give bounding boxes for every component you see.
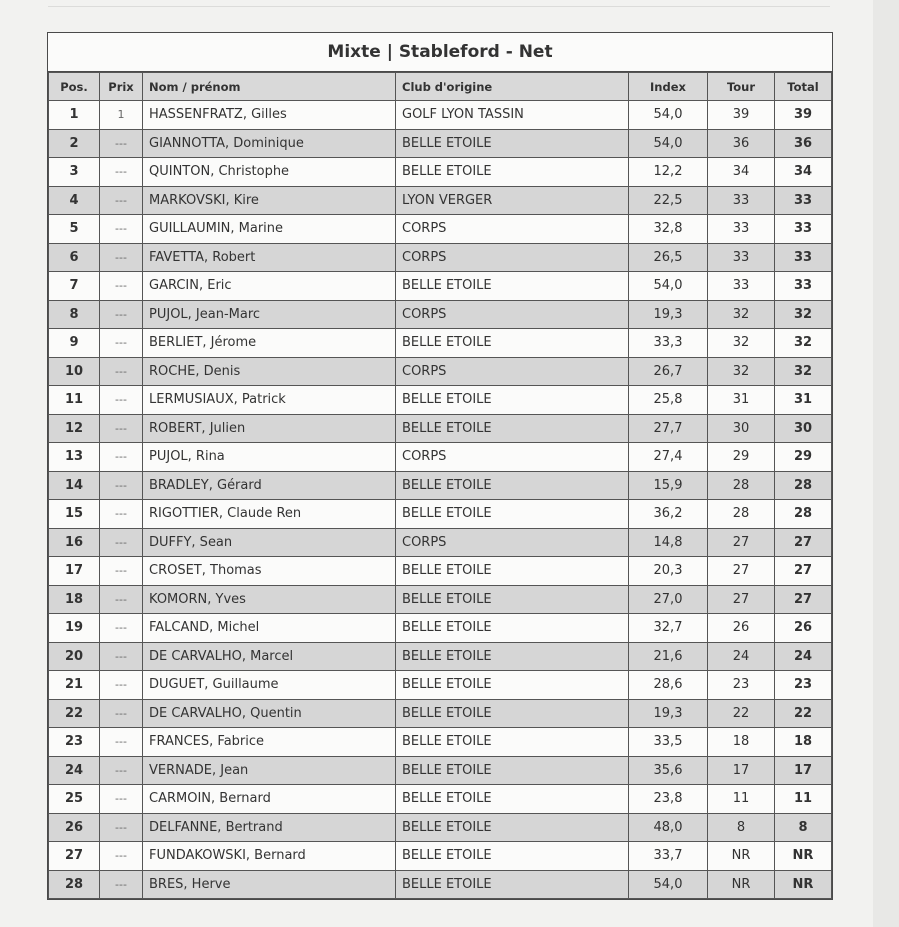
- cell-prix: ---: [100, 186, 143, 215]
- cell-pos: 1: [49, 101, 100, 130]
- cell-name: PUJOL, Jean-Marc: [143, 300, 396, 329]
- table-row: [49, 215, 832, 244]
- cell-total: 33: [775, 215, 832, 244]
- cell-total: 32: [775, 300, 832, 329]
- cell-total: 31: [775, 386, 832, 415]
- table-header-row: [49, 73, 832, 101]
- cell-club: CORPS: [396, 243, 629, 272]
- cell-club: BELLE ETOILE: [396, 813, 629, 842]
- cell-club: BELLE ETOILE: [396, 557, 629, 586]
- cell-tour: 32: [708, 357, 775, 386]
- table-row: [49, 870, 832, 899]
- cell-club: BELLE ETOILE: [396, 642, 629, 671]
- cell-total: 32: [775, 357, 832, 386]
- cell-name: FAVETTA, Robert: [143, 243, 396, 272]
- table-row: [49, 557, 832, 586]
- cell-pos: 14: [49, 471, 100, 500]
- cell-tour: 23: [708, 671, 775, 700]
- cell-prix: ---: [100, 386, 143, 415]
- cell-club: LYON VERGER: [396, 186, 629, 215]
- cell-tour: NR: [708, 870, 775, 899]
- cell-pos: 7: [49, 272, 100, 301]
- cell-club: CORPS: [396, 528, 629, 557]
- cell-prix: ---: [100, 414, 143, 443]
- cell-pos: 9: [49, 329, 100, 358]
- table-row: [49, 728, 832, 757]
- cell-prix: ---: [100, 585, 143, 614]
- table-row: [49, 329, 832, 358]
- column-header-tour: Tour: [708, 73, 775, 101]
- cell-pos: 19: [49, 614, 100, 643]
- cell-name: DELFANNE, Bertrand: [143, 813, 396, 842]
- cell-total: 39: [775, 101, 832, 130]
- cell-tour: 33: [708, 272, 775, 301]
- cell-tour: NR: [708, 842, 775, 871]
- column-header-pos: Pos.: [49, 73, 100, 101]
- cell-club: BELLE ETOILE: [396, 728, 629, 757]
- cell-prix: ---: [100, 642, 143, 671]
- cell-tour: 33: [708, 186, 775, 215]
- column-header-index: Index: [629, 73, 708, 101]
- cell-prix: 1: [100, 101, 143, 130]
- cell-tour: 30: [708, 414, 775, 443]
- cell-total: 33: [775, 186, 832, 215]
- cell-pos: 2: [49, 129, 100, 158]
- cell-tour: 29: [708, 443, 775, 472]
- cell-tour: 33: [708, 215, 775, 244]
- cell-index: 35,6: [629, 756, 708, 785]
- cell-index: 20,3: [629, 557, 708, 586]
- column-header-club: Club d'origine: [396, 73, 629, 101]
- cell-name: MARKOVSKI, Kire: [143, 186, 396, 215]
- cell-club: BELLE ETOILE: [396, 414, 629, 443]
- cell-pos: 22: [49, 699, 100, 728]
- cell-name: FRANCES, Fabrice: [143, 728, 396, 757]
- cell-index: 32,8: [629, 215, 708, 244]
- cell-name: ROCHE, Denis: [143, 357, 396, 386]
- cell-index: 14,8: [629, 528, 708, 557]
- cell-pos: 5: [49, 215, 100, 244]
- table-row: [49, 785, 832, 814]
- cell-total: 36: [775, 129, 832, 158]
- cell-club: BELLE ETOILE: [396, 129, 629, 158]
- cell-tour: 27: [708, 557, 775, 586]
- cell-index: 33,5: [629, 728, 708, 757]
- cell-index: 54,0: [629, 272, 708, 301]
- cell-total: 8: [775, 813, 832, 842]
- cell-index: 12,2: [629, 158, 708, 187]
- cell-pos: 10: [49, 357, 100, 386]
- cell-index: 23,8: [629, 785, 708, 814]
- table-row: [49, 500, 832, 529]
- cell-club: BELLE ETOILE: [396, 272, 629, 301]
- table-row: [49, 614, 832, 643]
- cell-total: 34: [775, 158, 832, 187]
- cell-prix: ---: [100, 842, 143, 871]
- cell-tour: 26: [708, 614, 775, 643]
- table-row: [49, 158, 832, 187]
- cell-prix: ---: [100, 357, 143, 386]
- cell-total: 27: [775, 557, 832, 586]
- cell-total: 33: [775, 243, 832, 272]
- cell-total: 22: [775, 699, 832, 728]
- cell-club: BELLE ETOILE: [396, 785, 629, 814]
- cell-prix: ---: [100, 329, 143, 358]
- cell-name: LERMUSIAUX, Patrick: [143, 386, 396, 415]
- cell-club: CORPS: [396, 357, 629, 386]
- cell-club: BELLE ETOILE: [396, 870, 629, 899]
- cell-tour: 22: [708, 699, 775, 728]
- table-row: [49, 272, 832, 301]
- cell-pos: 16: [49, 528, 100, 557]
- cell-prix: ---: [100, 614, 143, 643]
- cell-pos: 27: [49, 842, 100, 871]
- cell-prix: ---: [100, 785, 143, 814]
- cell-pos: 25: [49, 785, 100, 814]
- cell-prix: ---: [100, 728, 143, 757]
- cell-index: 54,0: [629, 870, 708, 899]
- cell-total: 26: [775, 614, 832, 643]
- cell-name: GUILLAUMIN, Marine: [143, 215, 396, 244]
- table-row: [49, 300, 832, 329]
- page-title: Mixte | Stableford - Net: [48, 33, 832, 72]
- cell-index: 26,7: [629, 357, 708, 386]
- cell-name: QUINTON, Christophe: [143, 158, 396, 187]
- cell-total: 27: [775, 528, 832, 557]
- table-row: [49, 756, 832, 785]
- cell-tour: 31: [708, 386, 775, 415]
- cell-prix: ---: [100, 813, 143, 842]
- cell-index: 54,0: [629, 101, 708, 130]
- cell-pos: 23: [49, 728, 100, 757]
- table-row: [49, 129, 832, 158]
- cell-total: 28: [775, 471, 832, 500]
- table-row: [49, 414, 832, 443]
- column-header-name: Nom / prénom: [143, 73, 396, 101]
- cell-prix: ---: [100, 699, 143, 728]
- cell-club: BELLE ETOILE: [396, 614, 629, 643]
- cell-prix: ---: [100, 272, 143, 301]
- cell-index: 27,0: [629, 585, 708, 614]
- cell-pos: 24: [49, 756, 100, 785]
- cell-index: 15,9: [629, 471, 708, 500]
- cell-index: 19,3: [629, 699, 708, 728]
- cell-tour: 36: [708, 129, 775, 158]
- cell-prix: ---: [100, 557, 143, 586]
- cell-name: BRES, Herve: [143, 870, 396, 899]
- table-row: [49, 842, 832, 871]
- column-header-total: Total: [775, 73, 832, 101]
- cell-prix: ---: [100, 500, 143, 529]
- cell-pos: 6: [49, 243, 100, 272]
- cell-club: CORPS: [396, 215, 629, 244]
- cell-club: BELLE ETOILE: [396, 386, 629, 415]
- cell-tour: 24: [708, 642, 775, 671]
- cell-pos: 4: [49, 186, 100, 215]
- cell-prix: ---: [100, 300, 143, 329]
- cell-tour: 28: [708, 500, 775, 529]
- cell-tour: 27: [708, 528, 775, 557]
- cell-pos: 26: [49, 813, 100, 842]
- table-row: [49, 699, 832, 728]
- cell-tour: 32: [708, 300, 775, 329]
- cell-prix: ---: [100, 129, 143, 158]
- cell-total: 29: [775, 443, 832, 472]
- cell-club: BELLE ETOILE: [396, 756, 629, 785]
- cell-club: BELLE ETOILE: [396, 329, 629, 358]
- cell-prix: ---: [100, 243, 143, 272]
- cell-index: 22,5: [629, 186, 708, 215]
- cell-tour: 17: [708, 756, 775, 785]
- cell-tour: 34: [708, 158, 775, 187]
- cell-total: 28: [775, 500, 832, 529]
- cell-total: 32: [775, 329, 832, 358]
- cell-tour: 11: [708, 785, 775, 814]
- table-row: [49, 642, 832, 671]
- cell-name: BRADLEY, Gérard: [143, 471, 396, 500]
- cell-index: 32,7: [629, 614, 708, 643]
- cell-name: FALCAND, Michel: [143, 614, 396, 643]
- cell-index: 28,6: [629, 671, 708, 700]
- cell-name: DUFFY, Sean: [143, 528, 396, 557]
- cell-total: 11: [775, 785, 832, 814]
- cell-pos: 20: [49, 642, 100, 671]
- table-row: [49, 101, 832, 130]
- cell-name: GARCIN, Eric: [143, 272, 396, 301]
- cell-club: BELLE ETOILE: [396, 500, 629, 529]
- cell-club: BELLE ETOILE: [396, 842, 629, 871]
- cell-prix: ---: [100, 671, 143, 700]
- cell-tour: 18: [708, 728, 775, 757]
- cell-tour: 8: [708, 813, 775, 842]
- cell-pos: 18: [49, 585, 100, 614]
- cell-club: CORPS: [396, 443, 629, 472]
- cell-name: PUJOL, Rina: [143, 443, 396, 472]
- cell-club: BELLE ETOILE: [396, 585, 629, 614]
- page-edge: [873, 0, 899, 927]
- table-row: [49, 186, 832, 215]
- cell-prix: ---: [100, 471, 143, 500]
- cell-index: 19,3: [629, 300, 708, 329]
- cell-tour: 27: [708, 585, 775, 614]
- cell-name: HASSENFRATZ, Gilles: [143, 101, 396, 130]
- cell-pos: 17: [49, 557, 100, 586]
- cell-name: RIGOTTIER, Claude Ren: [143, 500, 396, 529]
- cell-total: 30: [775, 414, 832, 443]
- cell-pos: 11: [49, 386, 100, 415]
- table-row: [49, 243, 832, 272]
- cell-index: 33,3: [629, 329, 708, 358]
- table-row: [49, 671, 832, 700]
- cell-prix: ---: [100, 756, 143, 785]
- cell-pos: 28: [49, 870, 100, 899]
- cell-club: GOLF LYON TASSIN: [396, 101, 629, 130]
- cell-name: DE CARVALHO, Marcel: [143, 642, 396, 671]
- cell-name: CROSET, Thomas: [143, 557, 396, 586]
- cell-index: 21,6: [629, 642, 708, 671]
- table-row: [49, 813, 832, 842]
- cell-index: 36,2: [629, 500, 708, 529]
- cell-name: FUNDAKOWSKI, Bernard: [143, 842, 396, 871]
- cell-total: 33: [775, 272, 832, 301]
- cell-pos: 12: [49, 414, 100, 443]
- cell-prix: ---: [100, 158, 143, 187]
- cell-index: 27,4: [629, 443, 708, 472]
- cell-club: BELLE ETOILE: [396, 671, 629, 700]
- table-row: [49, 357, 832, 386]
- cell-name: ROBERT, Julien: [143, 414, 396, 443]
- cell-index: 54,0: [629, 129, 708, 158]
- cell-prix: ---: [100, 870, 143, 899]
- cell-index: 25,8: [629, 386, 708, 415]
- cell-index: 48,0: [629, 813, 708, 842]
- cell-index: 33,7: [629, 842, 708, 871]
- results-sheet: [47, 32, 833, 900]
- cell-index: 26,5: [629, 243, 708, 272]
- cell-club: BELLE ETOILE: [396, 471, 629, 500]
- cell-name: DUGUET, Guillaume: [143, 671, 396, 700]
- column-header-prix: Prix: [100, 73, 143, 101]
- cell-pos: 15: [49, 500, 100, 529]
- cell-pos: 8: [49, 300, 100, 329]
- table-row: [49, 386, 832, 415]
- cell-tour: 28: [708, 471, 775, 500]
- cell-pos: 21: [49, 671, 100, 700]
- cell-total: 24: [775, 642, 832, 671]
- cell-pos: 3: [49, 158, 100, 187]
- cell-tour: 33: [708, 243, 775, 272]
- cell-total: NR: [775, 842, 832, 871]
- table-row: [49, 585, 832, 614]
- table-row: [49, 471, 832, 500]
- cell-index: 27,7: [629, 414, 708, 443]
- cell-name: BERLIET, Jérome: [143, 329, 396, 358]
- cell-club: CORPS: [396, 300, 629, 329]
- cell-total: 23: [775, 671, 832, 700]
- top-rule: [48, 6, 830, 7]
- cell-prix: ---: [100, 528, 143, 557]
- cell-prix: ---: [100, 215, 143, 244]
- cell-total: NR: [775, 870, 832, 899]
- table-row: [49, 528, 832, 557]
- cell-total: 27: [775, 585, 832, 614]
- cell-name: KOMORN, Yves: [143, 585, 396, 614]
- cell-club: BELLE ETOILE: [396, 158, 629, 187]
- cell-prix: ---: [100, 443, 143, 472]
- results-table: [48, 72, 832, 899]
- cell-total: 17: [775, 756, 832, 785]
- cell-name: DE CARVALHO, Quentin: [143, 699, 396, 728]
- cell-tour: 32: [708, 329, 775, 358]
- cell-pos: 13: [49, 443, 100, 472]
- cell-tour: 39: [708, 101, 775, 130]
- cell-name: VERNADE, Jean: [143, 756, 396, 785]
- table-row: [49, 443, 832, 472]
- cell-name: CARMOIN, Bernard: [143, 785, 396, 814]
- cell-name: GIANNOTTA, Dominique: [143, 129, 396, 158]
- cell-club: BELLE ETOILE: [396, 699, 629, 728]
- cell-total: 18: [775, 728, 832, 757]
